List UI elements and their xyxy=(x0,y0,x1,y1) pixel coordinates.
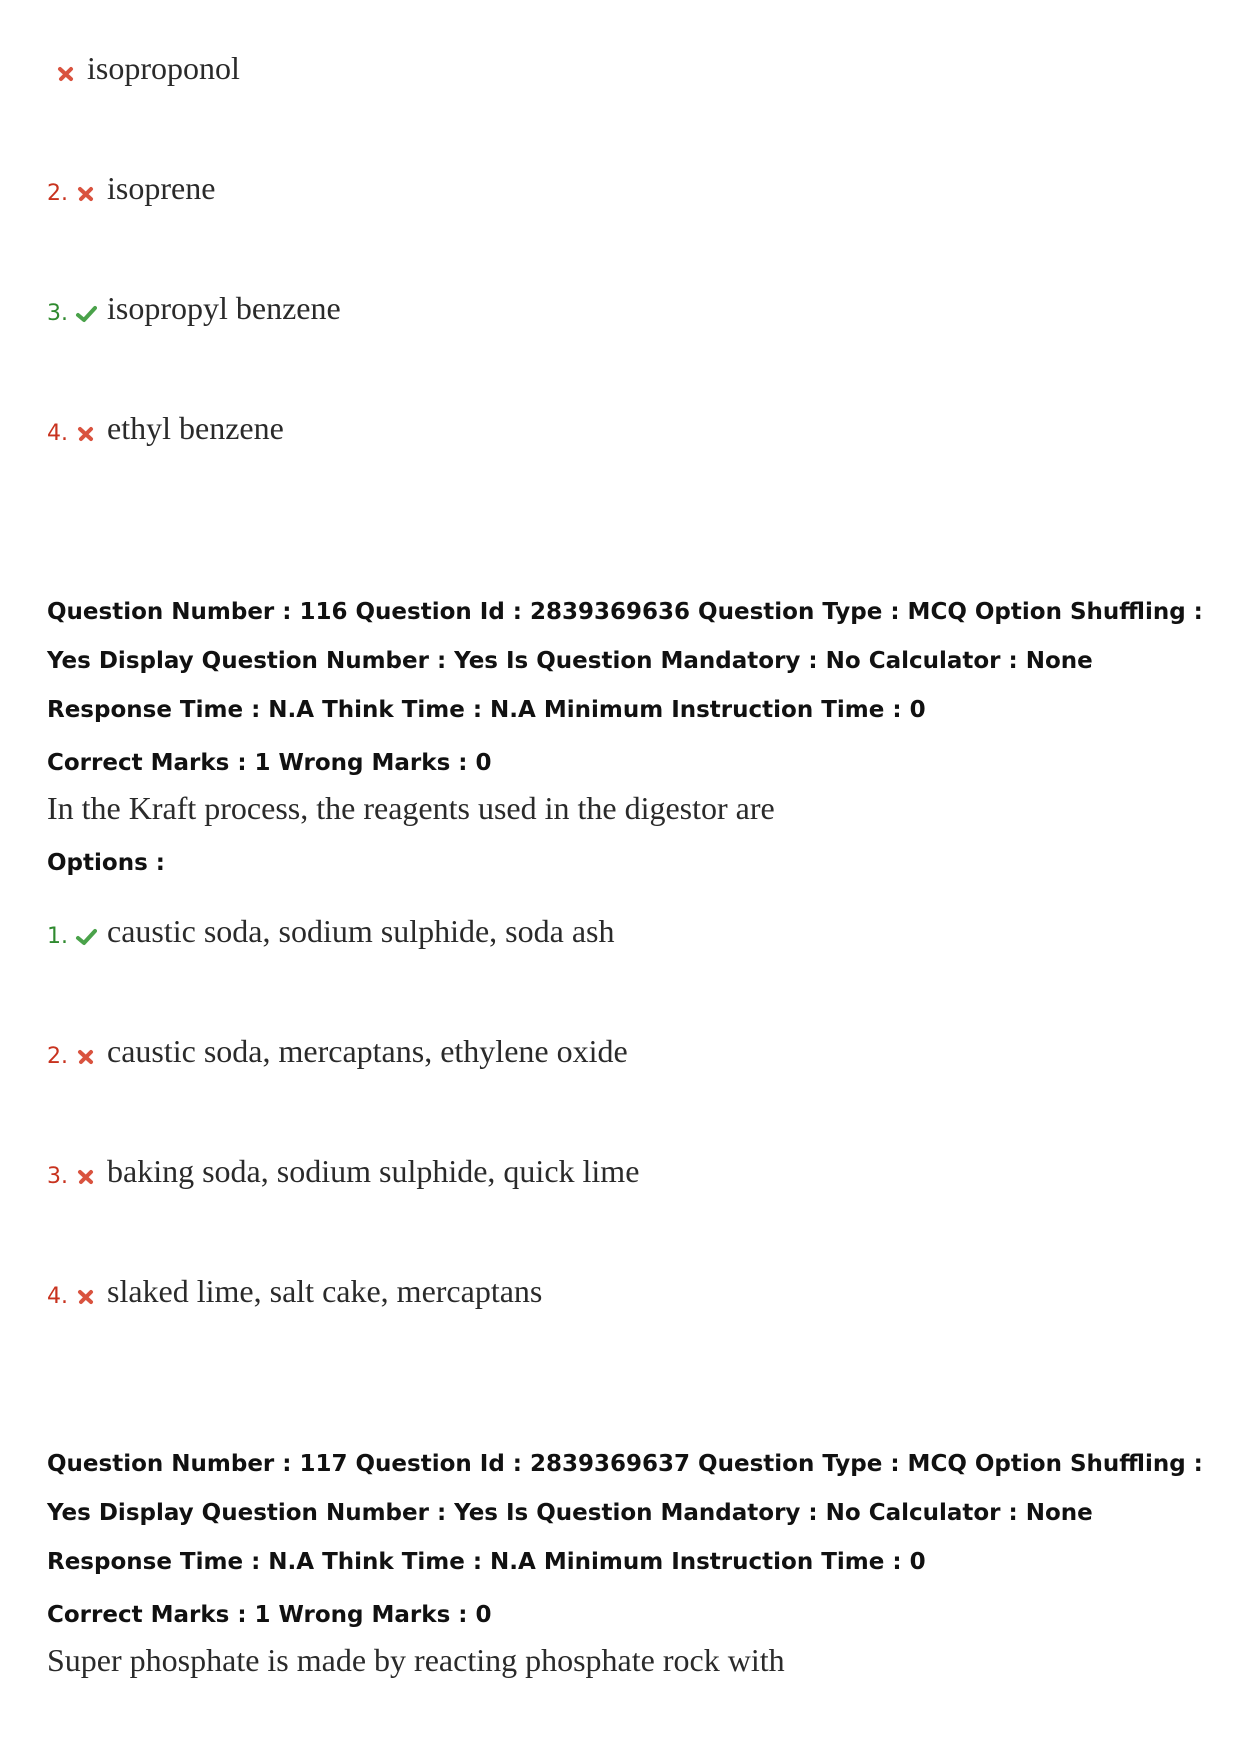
option-text: isoproponol xyxy=(87,50,240,86)
option-row xyxy=(47,280,341,328)
option-text: ethyl benzene xyxy=(107,410,284,446)
option-row xyxy=(47,1023,628,1071)
option-number: 2. xyxy=(47,181,68,206)
option-text: baking soda, sodium sulphide, quick lime xyxy=(107,1153,640,1189)
cross-icon xyxy=(75,424,97,448)
option-number: 4. xyxy=(47,421,68,446)
cross-icon xyxy=(55,64,77,88)
option-row xyxy=(47,40,240,88)
option-text: caustic soda, mercaptans, ethylene oxide xyxy=(107,1033,628,1069)
option-text: isopropyl benzene xyxy=(107,290,341,326)
option-number: 3. xyxy=(47,1164,68,1189)
option-number: 1. xyxy=(47,924,68,949)
question-meta: Question Number : 116 Question Id : 2839369636 Question Type : MCQ Option Shuffling : Yes Display Question Number : Yes Is Question Mandatory : No Calculator : None Response Time : N.A Think Time : N.A Minimum Instruction Time : 0 xyxy=(47,599,1203,723)
option-number xyxy=(47,85,55,88)
option-text: caustic soda, sodium sulphide, soda ash xyxy=(107,913,615,949)
options-label: Options : xyxy=(47,850,165,876)
check-icon xyxy=(75,927,97,951)
option-row xyxy=(47,1143,639,1191)
cross-icon xyxy=(75,1047,97,1071)
option-number: 2. xyxy=(47,1044,68,1069)
marks-info: Correct Marks : 1 Wrong Marks : 0 xyxy=(47,750,492,776)
check-icon xyxy=(75,304,97,328)
question-meta: Question Number : 117 Question Id : 2839369637 Question Type : MCQ Option Shuffling : Yes Display Question Number : Yes Is Question Mandatory : No Calculator : None Response Time : N.A Think Time : N.A Minimum Instruction Time : 0 xyxy=(47,1451,1203,1575)
question-text: Super phosphate is made by reacting phosphate rock with xyxy=(47,1642,785,1678)
option-row xyxy=(47,1263,542,1311)
option-number: 4. xyxy=(47,1284,68,1309)
option-text: slaked lime, salt cake, mercaptans xyxy=(107,1273,543,1309)
option-row xyxy=(47,903,614,951)
option-row xyxy=(47,160,215,208)
cross-icon xyxy=(75,1167,97,1191)
question-text: In the Kraft process, the reagents used in the digestor are xyxy=(47,790,775,826)
option-row xyxy=(47,400,284,448)
cross-icon xyxy=(75,184,97,208)
cross-icon xyxy=(75,1287,97,1311)
option-number: 3. xyxy=(47,301,68,326)
marks-info: Correct Marks : 1 Wrong Marks : 0 xyxy=(47,1602,492,1628)
option-text: isoprene xyxy=(107,170,216,206)
